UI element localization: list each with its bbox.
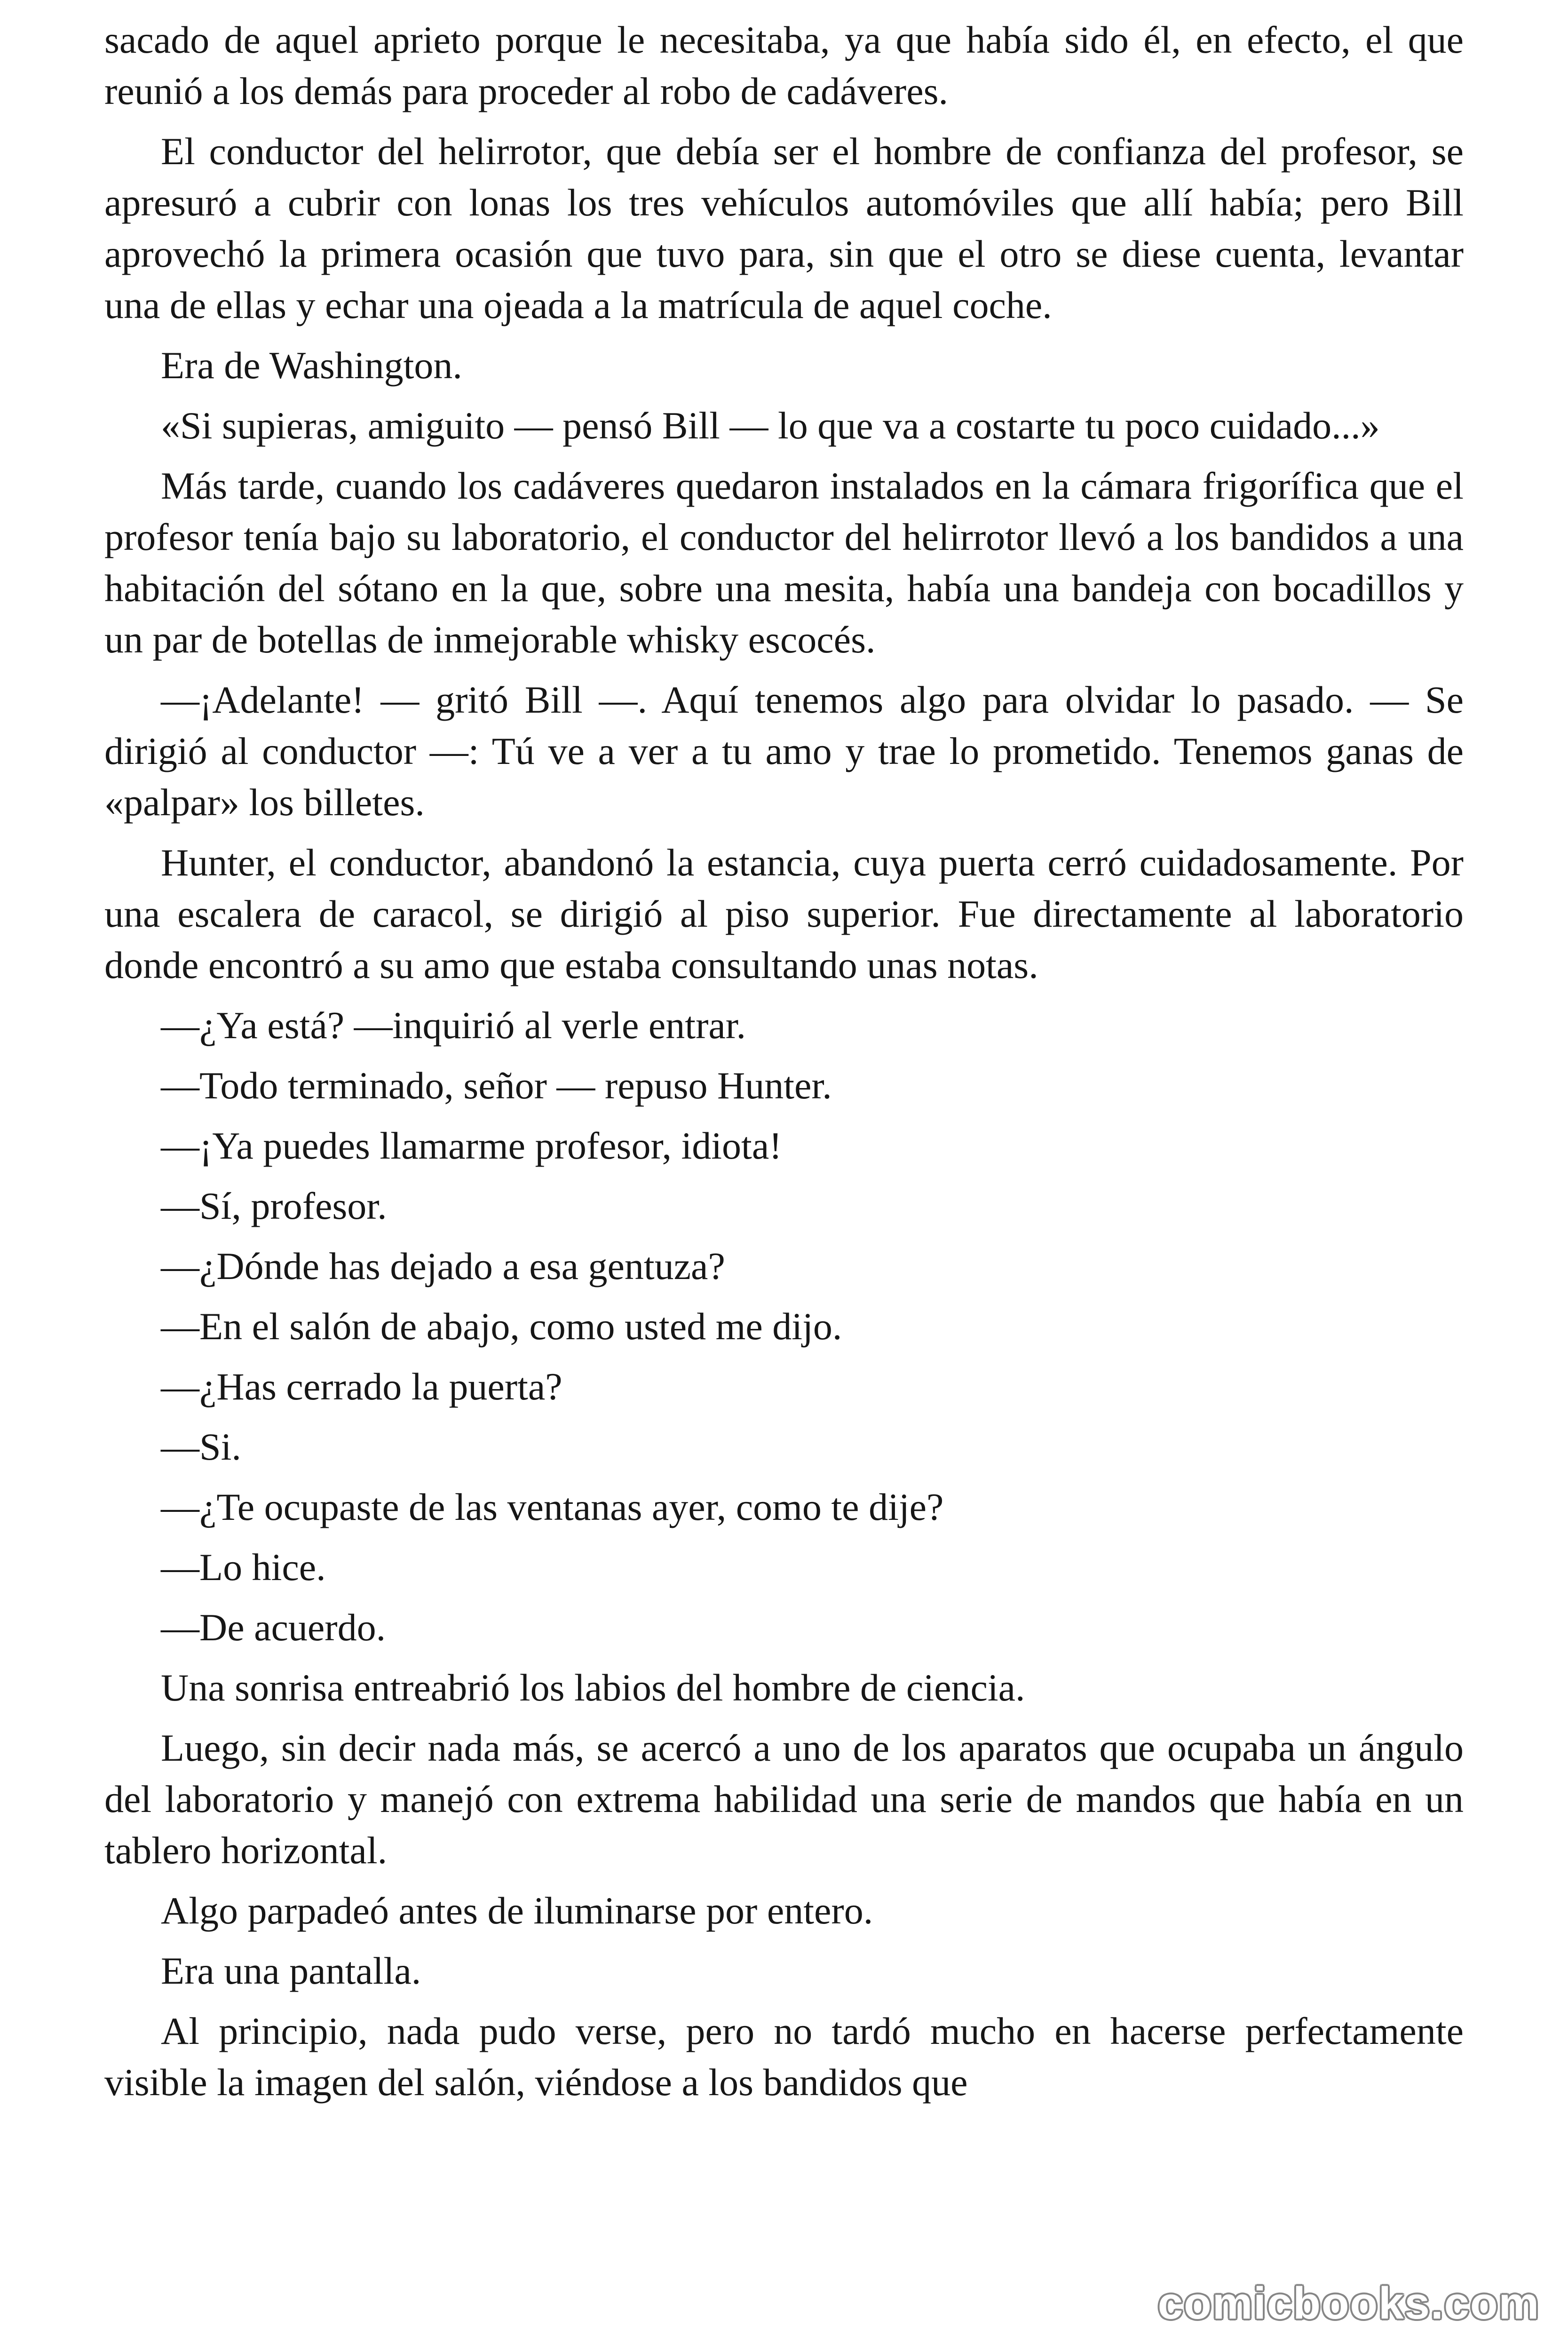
paragraph: Luego, sin decir nada más, se acercó a uno de los aparatos que ocupaba un ángulo del laboratorio y manejó con extrema habilidad una serie de mandos que había en un tablero horizontal.: [104, 1726, 1464, 1872]
dialogue-line: —Lo hice.: [161, 1546, 326, 1589]
dialogue-line: —¿Dónde has dejado a esa gentuza?: [161, 1245, 725, 1287]
dialogue-line: —En el salón de abajo, como usted me dijo.: [161, 1305, 842, 1348]
paragraph: El conductor del helirrotor, que debía ser el hombre de confianza del profesor, se apresuró a cubrir con lonas los tres vehículos automóviles que allí había; pero Bill aprovechó la primera ocasión que tuvo para, sin que el otro se diese cuenta, levantar una de ellas y echar una ojeada a la matrícula de aquel coche.: [104, 130, 1464, 326]
dialogue-line: —¿Has cerrado la puerta?: [161, 1365, 562, 1408]
dialogue-line: —Sí, profesor.: [161, 1184, 387, 1227]
paragraph: Era una pantalla.: [161, 1949, 421, 1992]
paragraph: —¡Adelante! — gritó Bill —. Aquí tenemos algo para olvidar lo pasado. — Se dirigió al conductor —: Tú ve a ver a tu amo y trae lo prometido. Tenemos ganas de «palpar» los billetes.: [104, 678, 1464, 824]
dialogue-line: —¿Te ocupaste de las ventanas ayer, como te dije?: [161, 1486, 944, 1528]
dialogue-line: —De acuerdo.: [161, 1606, 386, 1649]
dialogue-line: —¿Ya está? —inquirió al verle entrar.: [161, 1004, 746, 1047]
dialogue-line: —¡Ya puedes llamarme profesor, idiota!: [161, 1124, 782, 1167]
paragraph: Una sonrisa entreabrió los labios del hombre de ciencia.: [161, 1666, 1025, 1709]
paragraph: Algo parpadeó antes de iluminarse por entero.: [161, 1889, 873, 1932]
paragraph: «Si supieras, amiguito — pensó Bill — lo que va a costarte tu poco cuidado...»: [161, 404, 1380, 447]
paragraph: Hunter, el conductor, abandonó la estancia, cuya puerta cerró cuidadosamente. Por una escalera de caracol, se dirigió al piso superior. Fue directamente al laboratorio donde encontró a su amo que estaba consultando unas notas.: [104, 841, 1464, 986]
page-text: [104, 14, 1464, 2117]
dialogue-line: —Todo terminado, señor — repuso Hunter.: [161, 1064, 832, 1107]
watermark-logo: comicbooks.com: [1157, 2278, 1540, 2328]
paragraph: Era de Washington.: [161, 344, 462, 387]
paragraph: sacado de aquel aprieto porque le necesitaba, ya que había sido él, en efecto, el que reunió a los demás para proceder al robo de cadáveres.: [104, 18, 1464, 112]
dialogue-line: —Si.: [161, 1425, 241, 1468]
paragraph: Al principio, nada pudo verse, pero no tardó mucho en hacerse perfectamente visible la imagen del salón, viéndose a los bandidos que: [104, 2010, 1464, 2104]
paragraph: Más tarde, cuando los cadáveres quedaron instalados en la cámara frigorífica que el profesor tenía bajo su laboratorio, el conductor del helirrotor llevó a los bandidos a una habitación del sótano en la que, sobre una mesita, había una bandeja con bocadillos y un par de botellas de inmejorable whisky escocés.: [104, 464, 1464, 661]
